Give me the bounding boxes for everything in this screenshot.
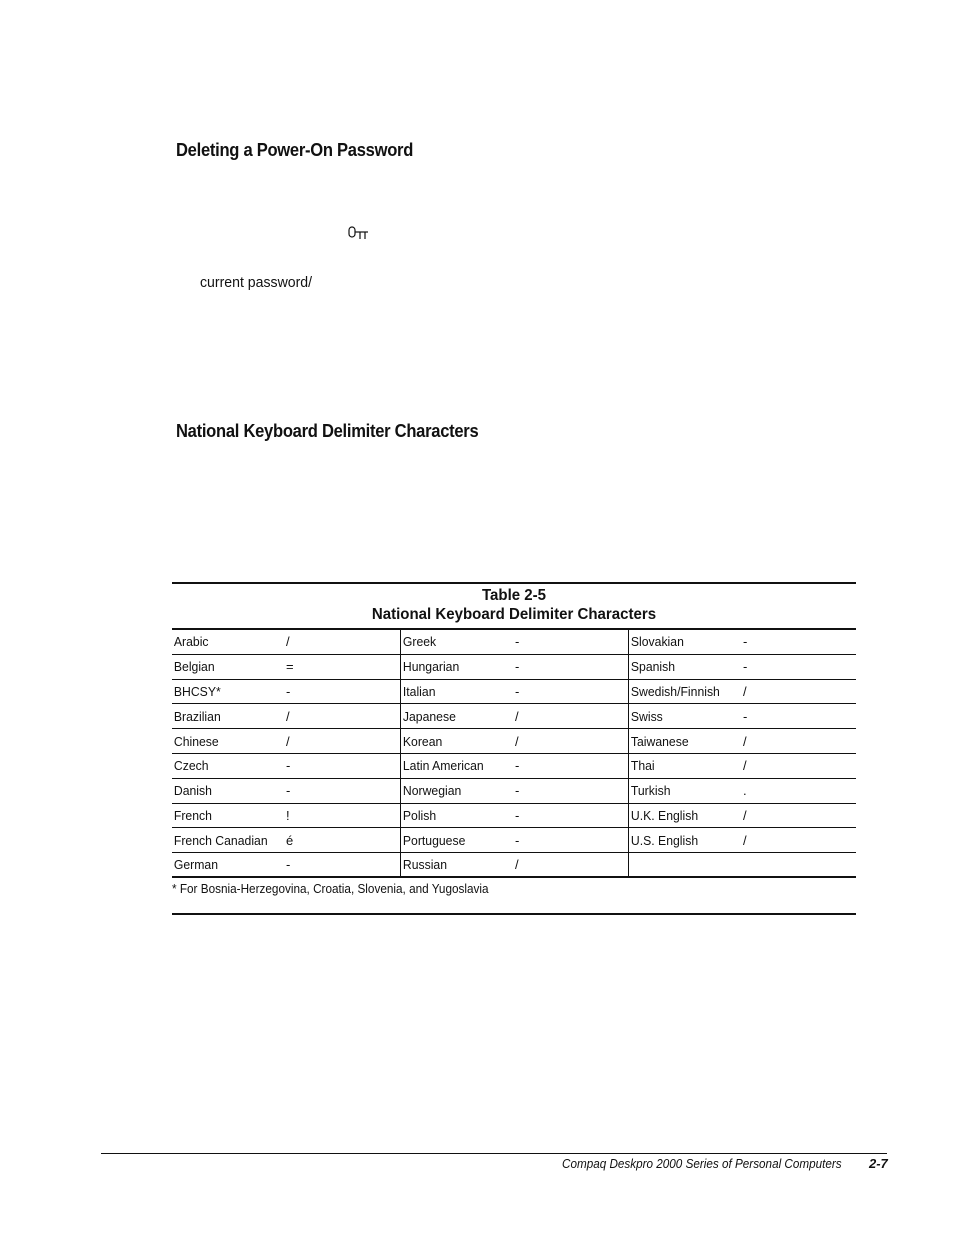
- delimiter-character: -: [286, 683, 291, 699]
- table-cell: [400, 779, 628, 803]
- language-name: Italian: [402, 683, 436, 699]
- table-cell: [628, 754, 856, 778]
- language-name: Turkish: [630, 783, 671, 799]
- table-cell: [172, 828, 400, 852]
- delimiter-character: /: [286, 733, 290, 749]
- table-cell: [172, 680, 400, 704]
- language-name: Korean: [402, 733, 443, 749]
- table-row: [172, 680, 856, 705]
- language-name: Chinese: [173, 733, 219, 749]
- delimiter-character: /: [515, 733, 519, 749]
- delimiter-character: -: [515, 807, 520, 823]
- language-name: Hungarian: [402, 659, 460, 675]
- language-name: Brazilian: [173, 708, 221, 724]
- footer-rule: [101, 1153, 887, 1154]
- delimiter-character: /: [286, 708, 290, 724]
- delimiter-table: [172, 630, 856, 878]
- language-name: Belgian: [173, 659, 215, 675]
- language-name: U.S. English: [630, 832, 699, 848]
- delimiter-character: /: [743, 733, 747, 749]
- table-row: [172, 853, 856, 878]
- table-cell: [628, 804, 856, 828]
- delimiter-character: -: [515, 683, 520, 699]
- delimiter-character: -: [515, 758, 520, 774]
- delimiter-character: /: [286, 634, 290, 650]
- footer-book-title: Compaq Deskpro 2000 Series of Personal Computers: [562, 1156, 842, 1171]
- section-heading-delimiter-characters: National Keyboard Delimiter Characters: [176, 421, 479, 441]
- table-title: National Keyboard Delimiter Characters: [371, 606, 657, 623]
- table-row: [172, 729, 856, 754]
- language-name: U.K. English: [630, 807, 699, 823]
- table-cell: [628, 680, 856, 704]
- table-cell: [628, 853, 856, 876]
- language-name: Taiwanese: [630, 733, 689, 749]
- section-heading-power-on-password: Deleting a Power-On Password: [176, 140, 414, 160]
- table-cell: [400, 704, 628, 728]
- table-cell: [400, 680, 628, 704]
- delimiter-character: /: [743, 758, 747, 774]
- delimiter-character: /: [743, 832, 747, 848]
- delimiter-character: /: [743, 807, 747, 823]
- table-row: [172, 804, 856, 829]
- table-cell: [400, 655, 628, 679]
- delimiter-character: -: [286, 783, 291, 799]
- delimiter-character: -: [286, 857, 291, 873]
- table-cell: [172, 779, 400, 803]
- table-row: [172, 779, 856, 804]
- delimiter-character: -: [515, 783, 520, 799]
- table-row: [172, 630, 856, 655]
- language-name: Portuguese: [402, 832, 466, 848]
- delimiter-character: -: [515, 634, 520, 650]
- table-row: [172, 704, 856, 729]
- table-number: Table 2-5: [481, 587, 547, 604]
- table-cell: [400, 754, 628, 778]
- delimiter-character: .: [743, 783, 747, 799]
- table-cell: [628, 779, 856, 803]
- table-cell: [172, 729, 400, 753]
- delimiter-character: -: [743, 634, 748, 650]
- table-bottom-rule: [172, 913, 856, 915]
- table-cell: [172, 804, 400, 828]
- language-name: Russian: [402, 857, 448, 873]
- table-cell: [400, 804, 628, 828]
- delimiter-character: =: [286, 659, 294, 675]
- delimiter-character: -: [515, 659, 520, 675]
- language-name: French: [173, 807, 212, 823]
- table-footnote: * For Bosnia-Herzegovina, Croatia, Slovenia, and Yugoslavia: [172, 882, 489, 896]
- table-cell: [628, 630, 856, 654]
- language-name: Swiss: [630, 708, 663, 724]
- table-caption: [193, 586, 836, 624]
- delimiter-character: /: [515, 708, 519, 724]
- delimiter-character: /: [515, 857, 519, 873]
- table-cell: [172, 754, 400, 778]
- delimiter-character: -: [286, 758, 291, 774]
- table-cell: [400, 630, 628, 654]
- language-name: Japanese: [402, 708, 456, 724]
- language-name: Latin American: [402, 758, 484, 774]
- table-cell: [400, 729, 628, 753]
- table-cell: [172, 630, 400, 654]
- table-row: [172, 655, 856, 680]
- language-name: Czech: [173, 758, 209, 774]
- language-name: Slovakian: [630, 634, 684, 650]
- table-cell: [400, 853, 628, 876]
- language-name: Arabic: [173, 634, 209, 650]
- key-icon: [348, 226, 370, 240]
- delimiter-character: -: [743, 708, 748, 724]
- table-cell: [172, 704, 400, 728]
- table-cell: [628, 729, 856, 753]
- table-cell: [628, 828, 856, 852]
- language-name: Polish: [402, 807, 437, 823]
- delimiter-character: -: [743, 659, 748, 675]
- table-cell: [172, 655, 400, 679]
- language-name: BHCSY*: [173, 683, 221, 699]
- table-cell: [172, 853, 400, 876]
- language-name: French Canadian: [173, 832, 268, 848]
- body-text-fragment: current password/: [200, 274, 313, 291]
- footer-page-number: 2-7: [869, 1156, 888, 1171]
- table-row: [172, 828, 856, 853]
- delimiter-character: /: [743, 683, 747, 699]
- delimiter-character: !: [286, 807, 290, 823]
- language-name: German: [173, 857, 219, 873]
- table-row: [172, 754, 856, 779]
- language-name: Swedish/Finnish: [630, 683, 720, 699]
- table-cell: [400, 828, 628, 852]
- language-name: Thai: [630, 758, 655, 774]
- table-cell: [628, 655, 856, 679]
- language-name: Norwegian: [402, 783, 462, 799]
- delimiter-character: é: [286, 832, 294, 848]
- language-name: Spanish: [630, 659, 676, 675]
- delimiter-character: -: [515, 832, 520, 848]
- language-name: Greek: [402, 634, 437, 650]
- table-top-rule: [172, 582, 856, 584]
- table-cell: [628, 704, 856, 728]
- language-name: Danish: [173, 783, 212, 799]
